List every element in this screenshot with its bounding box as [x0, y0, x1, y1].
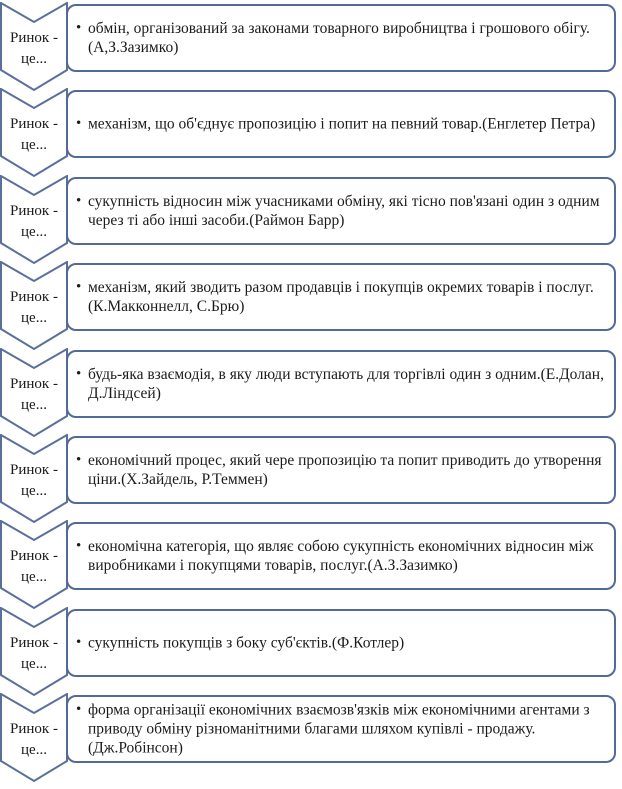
definition-row: [0, 607, 622, 693]
definition-row: [0, 520, 622, 606]
chevron-label: Ринок - це...: [10, 548, 58, 586]
chevron-label: Ринок - це...: [10, 30, 58, 67]
bullet-icon: •: [76, 452, 82, 468]
definition-item: [76, 278, 606, 316]
bullet-icon: •: [76, 20, 82, 36]
definition-row: [0, 88, 622, 174]
chevron-label: Ринок - це...: [10, 289, 58, 327]
definition-box: [66, 4, 616, 72]
definition-box: [66, 436, 616, 504]
bullet-icon: •: [76, 365, 82, 382]
definition-item: [76, 192, 606, 230]
chevron-label: Ринок - це...: [10, 375, 58, 413]
definition-row: [0, 2, 622, 88]
definition-item: [76, 451, 606, 489]
definition-row: [0, 693, 622, 779]
definition-row: [0, 434, 622, 520]
definition-item: [76, 365, 606, 403]
definition-text: економічний процес, який чере пропозицію та попит приводить до утворення ціни.(Х.Зайдель, Р.Теммен): [88, 452, 602, 488]
bullet-icon: •: [76, 701, 82, 718]
definition-box: [66, 263, 616, 331]
definition-item: [76, 115, 606, 134]
definition-text: форма організації економічних взаємозв'язків між економічними агентами з приводу обміну різноманітними благами шляхом купівлі - продажу.(Дж.Робінсон): [88, 701, 590, 757]
chevron-label: Ринок - це...: [10, 202, 58, 240]
definition-text: сукупність покупців з боку суб'єктів.(Ф.Котлер): [88, 634, 405, 652]
chevron-label: Ринок - це...: [10, 634, 58, 672]
definition-box: [66, 177, 616, 245]
definition-text: механізм, що об'єднує пропозицію і попит на певний товар.(Енглетер Петра): [88, 115, 596, 133]
definition-text: економічна категорія, що являє собою сукупність економічних відносин між виробниками і покупцями товарів, послуг.(А.З.Зазимко): [88, 538, 594, 575]
definition-text: обмін, організований за законами товарного виробництва і грошового обігу. (А,З.Зазимко): [88, 20, 590, 56]
bullet-icon: •: [76, 279, 82, 296]
definition-box: [66, 522, 616, 590]
bullet-icon: •: [76, 634, 82, 651]
chevron-label: Ринок - це...: [10, 721, 58, 759]
definition-text: механізм, який зводить разом продавців і покупців окремих товарів і послуг.(К.Макконнелл, С.Брю): [88, 279, 594, 316]
definition-row: [0, 175, 622, 261]
definition-box: [66, 609, 616, 677]
definition-item: [76, 633, 606, 652]
definition-item: [76, 19, 606, 57]
definition-item: [76, 537, 606, 575]
bullet-icon: •: [76, 538, 82, 555]
definition-box: [66, 695, 616, 763]
bullet-icon: •: [76, 192, 82, 209]
definition-row: [0, 261, 622, 347]
definition-box: [66, 90, 616, 158]
chevron-label: Ринок - це...: [10, 462, 58, 499]
definition-item: [76, 701, 606, 758]
bullet-icon: •: [76, 115, 82, 132]
chevron-label: Ринок - це...: [10, 116, 58, 154]
definition-text: сукупність відносин між учасниками обміну, які тісно пов'язані один з одним через ті або інші засоби.(Раймон Барр): [88, 192, 600, 229]
definition-text: будь-яка взаємодія, в яку люди вступають для торгівлі один з одним.(Е.Долан, Д.Ліндсей): [88, 365, 604, 402]
definition-row: [0, 348, 622, 434]
definition-box: [66, 350, 616, 418]
